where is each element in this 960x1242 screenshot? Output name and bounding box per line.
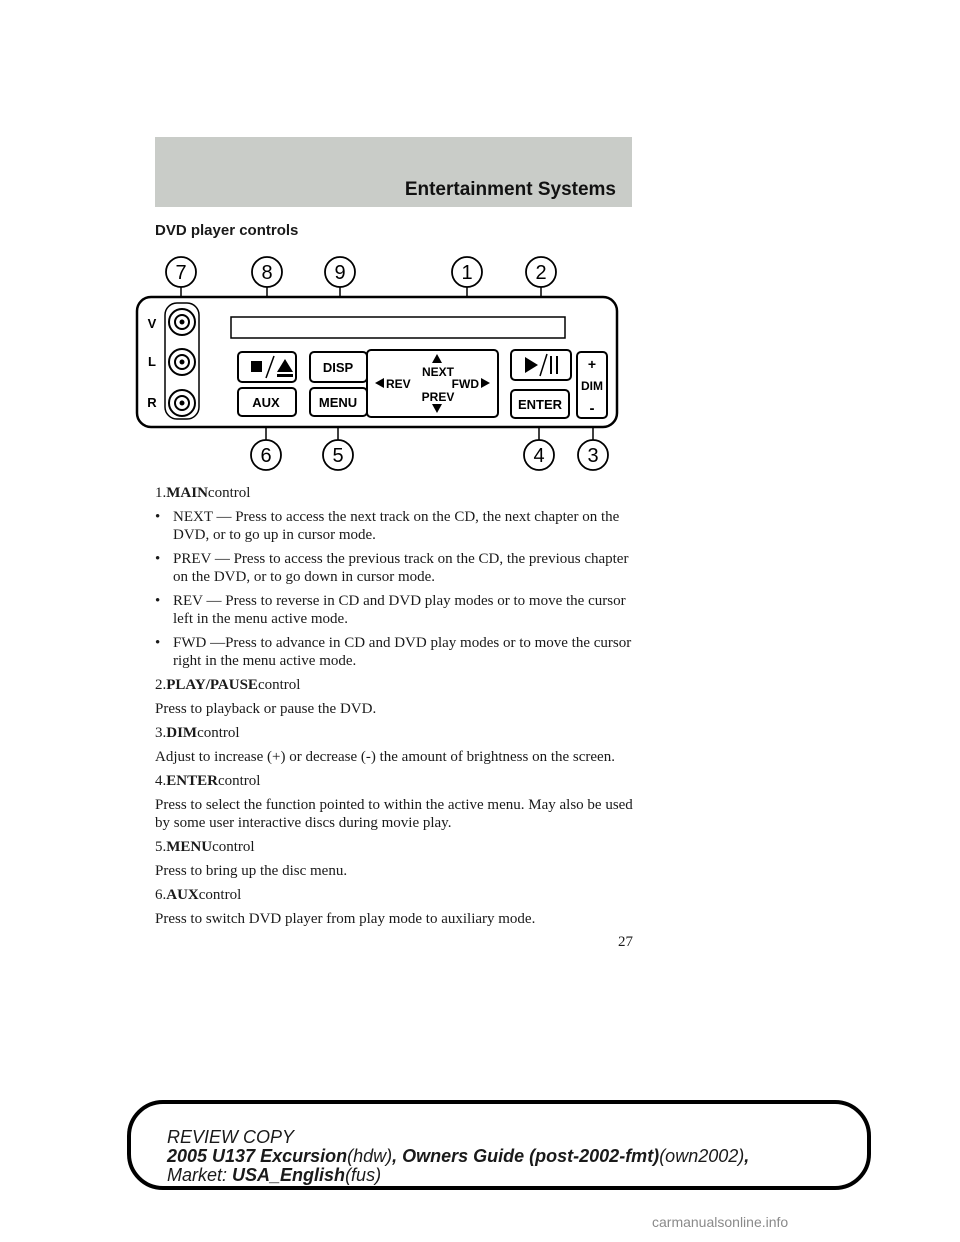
desc-dim: Adjust to increase (+) or decrease (-) the amount of brightness on the screen. — [155, 749, 615, 765]
label-r: R — [147, 395, 157, 410]
dvd-control-diagram — [0, 0, 960, 480]
bullet-next: • NEXT — Press to access the next track on the CD, the next chapter on the DVD, or to go up in cursor mode. — [155, 509, 620, 543]
item-main: 1.MAINcontrol — [155, 485, 251, 501]
aux-button[interactable] — [238, 388, 296, 416]
item-enter: 4.ENTERcontrol — [155, 773, 261, 789]
dim-rocker[interactable] — [577, 352, 607, 418]
item-dim: 3.DIMcontrol — [155, 725, 240, 741]
menu-button[interactable] — [310, 388, 367, 416]
enter-label: ENTER — [517, 397, 563, 412]
label-v: V — [147, 316, 157, 331]
dim-plus-label: + — [587, 356, 597, 372]
dim-minus-label: - — [589, 400, 595, 417]
callout-5: 5 — [332, 445, 344, 467]
callout-4: 4 — [533, 445, 545, 467]
desc-enter: Press to select the function pointed to within the active menu. May also be used by some user interactive discs during movie play. — [155, 797, 633, 831]
audio-left-jack[interactable] — [169, 349, 195, 375]
disp-label: DISP — [322, 360, 354, 375]
body-text — [155, 484, 635, 934]
page-title: Entertainment Systems — [404, 179, 616, 200]
menu-label: MENU — [318, 395, 358, 410]
item-play-pause: 2.PLAY/PAUSEcontrol — [155, 677, 301, 693]
play-pause-button[interactable] — [511, 350, 571, 380]
stop-eject-button[interactable] — [238, 352, 296, 382]
review-footer — [127, 1100, 871, 1190]
desc-play-pause: Press to playback or pause the DVD. — [155, 701, 377, 717]
callout-1: 1 — [461, 262, 473, 284]
disc-slot — [231, 317, 565, 338]
prev-label: PREV — [421, 390, 455, 404]
label-l: L — [148, 354, 156, 369]
dim-label: DIM — [581, 379, 603, 393]
video-jack[interactable] — [169, 309, 195, 335]
disp-button[interactable] — [310, 352, 367, 382]
bullet-fwd: • FWD —Press to advance in CD and DVD play modes or to move the cursor right in the menu active mode. — [155, 635, 632, 669]
aux-label: AUX — [252, 395, 280, 410]
main-control[interactable] — [367, 350, 498, 417]
audio-right-jack[interactable] — [169, 390, 195, 416]
callout-7: 7 — [175, 262, 187, 284]
stop-icon — [251, 361, 262, 372]
desc-aux: Press to switch DVD player from play mode to auxiliary mode. — [155, 911, 536, 927]
callout-8: 8 — [261, 262, 273, 284]
callout-2: 2 — [535, 262, 547, 284]
watermark: carmanualsonline.info — [652, 1214, 789, 1230]
fwd-label: FWD — [451, 377, 479, 391]
bullet-rev: • REV — Press to reverse in CD and DVD play modes or to move the cursor left in the menu active mode. — [155, 593, 626, 627]
page-number: 27 — [618, 934, 633, 950]
bullet-prev: • PREV — Press to access the previous track on the CD, the previous chapter on the DVD, or to go down in cursor mode. — [155, 551, 629, 585]
callout-3: 3 — [587, 445, 599, 467]
item-menu: 5.MENUcontrol — [155, 839, 255, 855]
next-label: NEXT — [421, 365, 455, 379]
item-aux: 6.AUXcontrol — [155, 887, 242, 903]
rev-label: REV — [386, 377, 411, 391]
desc-menu: Press to bring up the disc menu. — [155, 863, 348, 879]
callout-9: 9 — [334, 262, 346, 284]
enter-button[interactable] — [511, 390, 569, 418]
footer-text: REVIEW COPY 2005 U137 Excursion(hdw), Owners Guide (post-2002-fmt)(own2002), Market: USA_English(fus) — [167, 1127, 750, 1185]
callout-6: 6 — [260, 445, 272, 467]
section-title: DVD player controls — [155, 222, 299, 239]
